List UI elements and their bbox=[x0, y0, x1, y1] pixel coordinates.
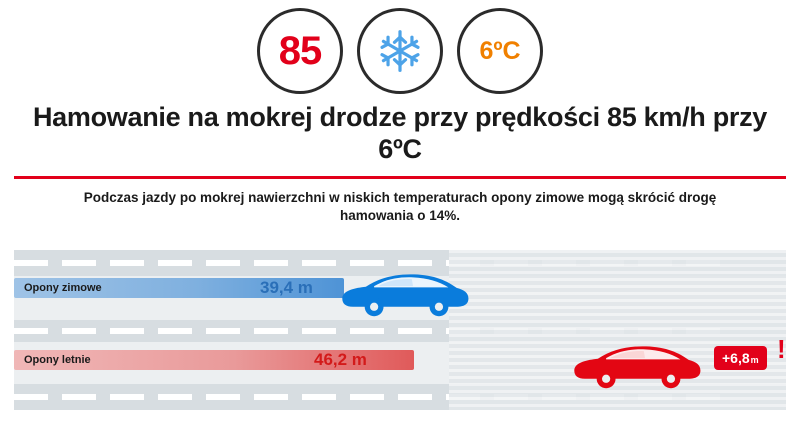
speed-badge bbox=[257, 8, 343, 94]
temperature-value: 6ºC bbox=[479, 36, 521, 65]
blue-car-icon bbox=[334, 262, 472, 318]
summer-distance-value: 46,2 m bbox=[314, 350, 367, 369]
page-title: Hamowanie na mokrej drodze przy prędkości 85 km/h przy 6ºC bbox=[32, 102, 768, 164]
title-divider bbox=[14, 176, 786, 179]
page-subtitle: Podczas jazdy po mokrej nawierzchni w niskich temperaturach opony zimowe mogą skrócić drogę hamowania o 14%. bbox=[83, 189, 717, 223]
badge-row bbox=[0, 0, 800, 94]
temperature-badge bbox=[457, 8, 543, 94]
winter-tire-label: Opony zimowe bbox=[24, 282, 102, 294]
distance-difference-unit: m bbox=[750, 355, 759, 365]
distance-difference-value: +6,8 bbox=[722, 350, 750, 366]
snowflake-badge bbox=[357, 8, 443, 94]
braking-distance-chart bbox=[14, 250, 786, 410]
distance-difference-badge bbox=[714, 346, 767, 370]
winter-distance-value: 39,4 m bbox=[260, 278, 313, 297]
summer-tire-label: Opony letnie bbox=[24, 354, 91, 366]
red-car-icon bbox=[566, 334, 704, 390]
speed-value: 85 bbox=[278, 28, 322, 73]
exclamation-icon: ! bbox=[777, 334, 786, 364]
snowflake-icon bbox=[377, 28, 423, 74]
